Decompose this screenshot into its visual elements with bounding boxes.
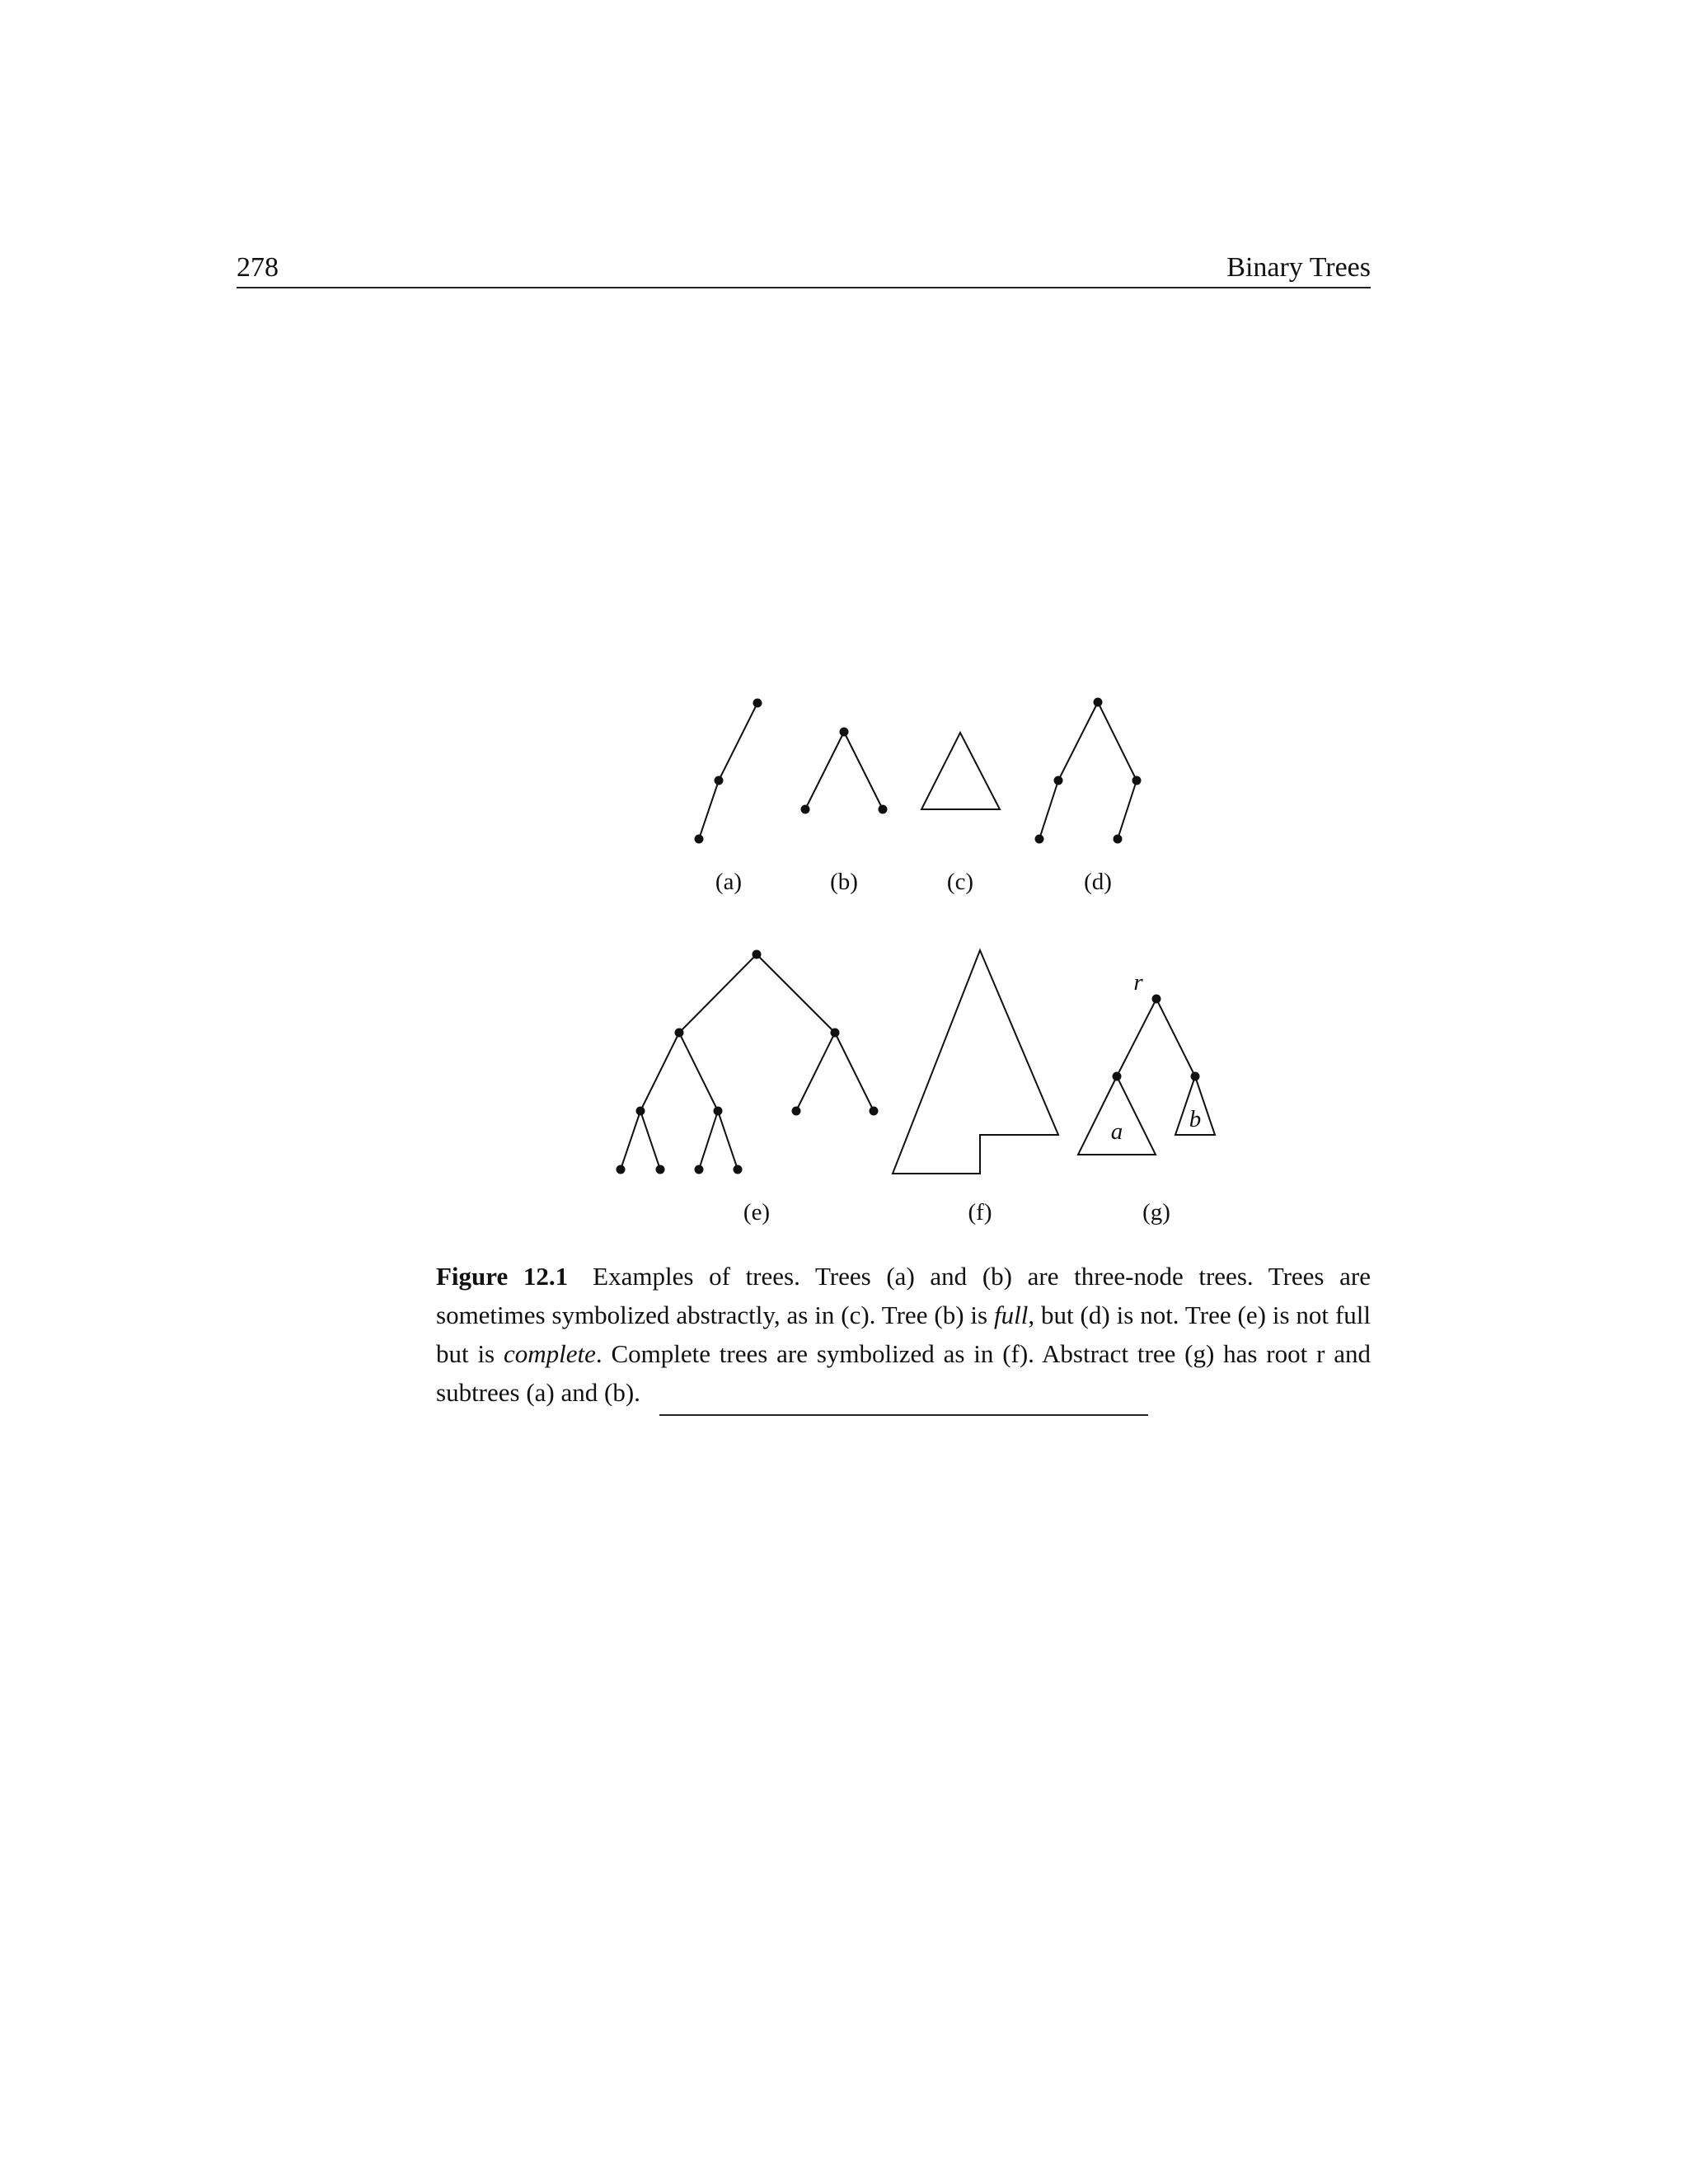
node — [715, 776, 724, 785]
node — [636, 1107, 645, 1116]
tree-b — [805, 732, 883, 809]
node — [1035, 835, 1044, 844]
caption-text-2: , but (d) is not. Tree (e) is not full but is — [436, 1301, 1371, 1368]
tree-d — [1039, 702, 1137, 839]
node — [1132, 776, 1142, 785]
node — [753, 950, 762, 959]
caption-text-3: . Complete trees are symbolized as in (f). Abstract tree (g) has root r and subtrees (a) and (b). — [436, 1339, 1371, 1407]
node — [1152, 995, 1161, 1004]
node — [801, 805, 810, 814]
node — [617, 1165, 626, 1174]
tree-e — [621, 954, 874, 1169]
caption-text-1: Examples of trees. Trees (a) and (b) are three-node trees. Trees are sometimes symbolized abstractly, as in (c). Tree (b) is — [436, 1262, 1371, 1329]
node — [656, 1165, 665, 1174]
subtree-b-label: b — [1189, 1106, 1202, 1132]
figure-bottom-rule — [659, 1414, 1148, 1416]
node — [831, 1029, 840, 1038]
node — [753, 699, 762, 708]
panel-label-c: (c) — [946, 869, 974, 895]
caption-em-complete: complete — [503, 1339, 596, 1368]
caption-em-full: full — [994, 1301, 1029, 1329]
chapter-title: Binary Trees — [1226, 252, 1371, 283]
panel-label-e: (e) — [743, 1199, 771, 1226]
panel-label-a: (a) — [715, 869, 743, 895]
node — [695, 835, 704, 844]
panel-label-d: (d) — [1084, 869, 1112, 895]
tree-f-complete-symbol — [893, 950, 1058, 1174]
node — [734, 1165, 743, 1174]
node — [840, 728, 849, 737]
panel-label-f: (f) — [968, 1199, 992, 1226]
subtree-a-label: a — [1110, 1118, 1123, 1145]
node — [1113, 1072, 1122, 1081]
node — [792, 1107, 801, 1116]
panel-label-b: (b) — [830, 869, 858, 895]
tree-a — [699, 703, 757, 839]
node — [870, 1107, 879, 1116]
node — [879, 805, 888, 814]
node — [1191, 1072, 1200, 1081]
node — [1114, 835, 1123, 844]
node — [1094, 698, 1103, 707]
root-label: r — [1133, 969, 1143, 996]
node — [675, 1029, 684, 1038]
node — [1054, 776, 1063, 785]
node — [714, 1107, 723, 1116]
node — [695, 1165, 704, 1174]
page-number: 278 — [237, 252, 279, 283]
caption-label: Figure 12.1 — [436, 1262, 569, 1291]
tree-c-abstract-triangle — [921, 733, 1000, 809]
figure-caption — [436, 1257, 1371, 1412]
panel-label-g: (g) — [1142, 1199, 1170, 1226]
